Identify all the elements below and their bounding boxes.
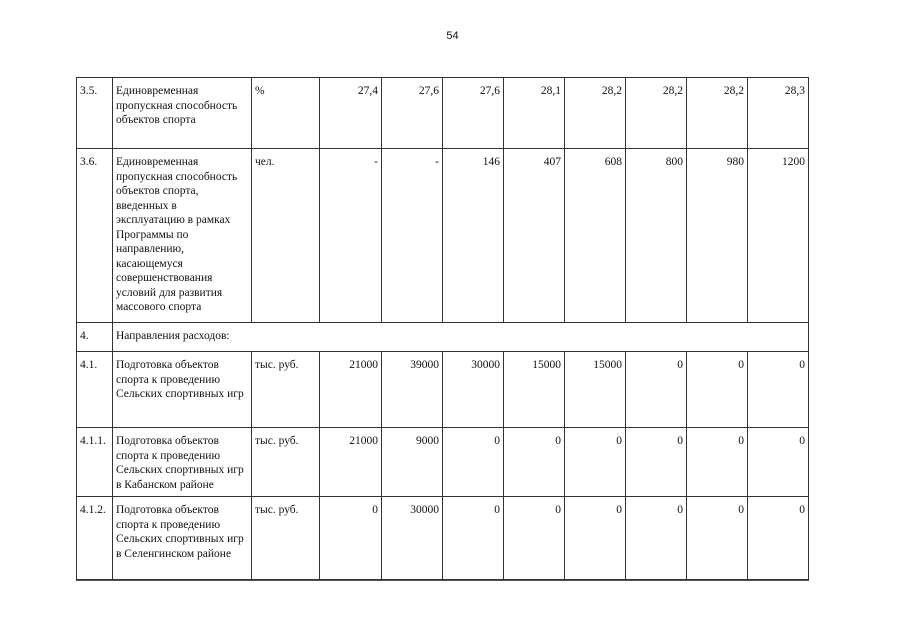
row-unit: тыс. руб.	[252, 497, 320, 580]
row-value: 0	[748, 497, 809, 580]
row-value: 21000	[320, 428, 382, 497]
row-value: 0	[748, 428, 809, 497]
row-unit: тыс. руб.	[252, 428, 320, 497]
row-value: 407	[504, 149, 565, 323]
row-value: 15000	[504, 352, 565, 428]
row-value: 0	[687, 428, 748, 497]
row-name: Единовременная пропускная способность объектов спорта, введенных в эксплуатацию в рамках Программы по направлению, касающемуся совершенствования условий для развития массового спорта	[113, 149, 252, 323]
row-value: 0	[687, 497, 748, 580]
row-name: Единовременная пропускная способность объектов спорта	[113, 78, 252, 149]
row-value: 28,2	[687, 78, 748, 149]
row-value: 980	[687, 149, 748, 323]
table-row	[77, 323, 809, 352]
row-value: 0	[687, 352, 748, 428]
row-name: Направления расходов:	[113, 323, 809, 352]
row-value: 28,2	[626, 78, 687, 149]
row-value: 0	[320, 497, 382, 580]
row-name: Подготовка объектов спорта к проведению Сельских спортивных игр	[113, 352, 252, 428]
row-unit: тыс. руб.	[252, 352, 320, 428]
row-code: 4.	[77, 323, 113, 352]
row-value: 1200	[748, 149, 809, 323]
row-code: 3.5.	[77, 78, 113, 149]
row-value: 0	[565, 497, 626, 580]
row-code: 4.1.	[77, 352, 113, 428]
row-value: 27,4	[320, 78, 382, 149]
table-row	[77, 497, 809, 580]
row-code: 4.1.2.	[77, 497, 113, 580]
row-unit: чел.	[252, 149, 320, 323]
row-name: Подготовка объектов спорта к проведению Сельских спортивных игр в Селенгинском районе	[113, 497, 252, 580]
row-value: -	[320, 149, 382, 323]
table-body	[77, 78, 809, 580]
page-number: 54	[446, 30, 459, 42]
row-value: 0	[504, 428, 565, 497]
row-value: 608	[565, 149, 626, 323]
row-code: 4.1.1.	[77, 428, 113, 497]
row-value: 800	[626, 149, 687, 323]
row-value: 0	[626, 497, 687, 580]
row-value: 30000	[443, 352, 504, 428]
table-row	[77, 428, 809, 497]
table-row	[77, 149, 809, 323]
row-value: 9000	[382, 428, 443, 497]
row-value: 0	[748, 352, 809, 428]
row-value: 146	[443, 149, 504, 323]
indicators-table	[76, 77, 809, 580]
row-value: 0	[626, 428, 687, 497]
table-row	[77, 352, 809, 428]
table-row	[77, 78, 809, 149]
row-value: 27,6	[382, 78, 443, 149]
row-value: 39000	[382, 352, 443, 428]
row-value: 0	[443, 428, 504, 497]
row-code: 3.6.	[77, 149, 113, 323]
row-value: 0	[626, 352, 687, 428]
row-value: 27,6	[443, 78, 504, 149]
row-name: Подготовка объектов спорта к проведению Сельских спортивных игр в Кабанском районе	[113, 428, 252, 497]
row-value: 28,1	[504, 78, 565, 149]
row-value: 28,2	[565, 78, 626, 149]
row-value: 0	[443, 497, 504, 580]
row-value: -	[382, 149, 443, 323]
row-value: 21000	[320, 352, 382, 428]
row-value: 15000	[565, 352, 626, 428]
row-value: 28,3	[748, 78, 809, 149]
row-value: 0	[565, 428, 626, 497]
row-value: 30000	[382, 497, 443, 580]
row-unit: %	[252, 78, 320, 149]
row-value: 0	[504, 497, 565, 580]
